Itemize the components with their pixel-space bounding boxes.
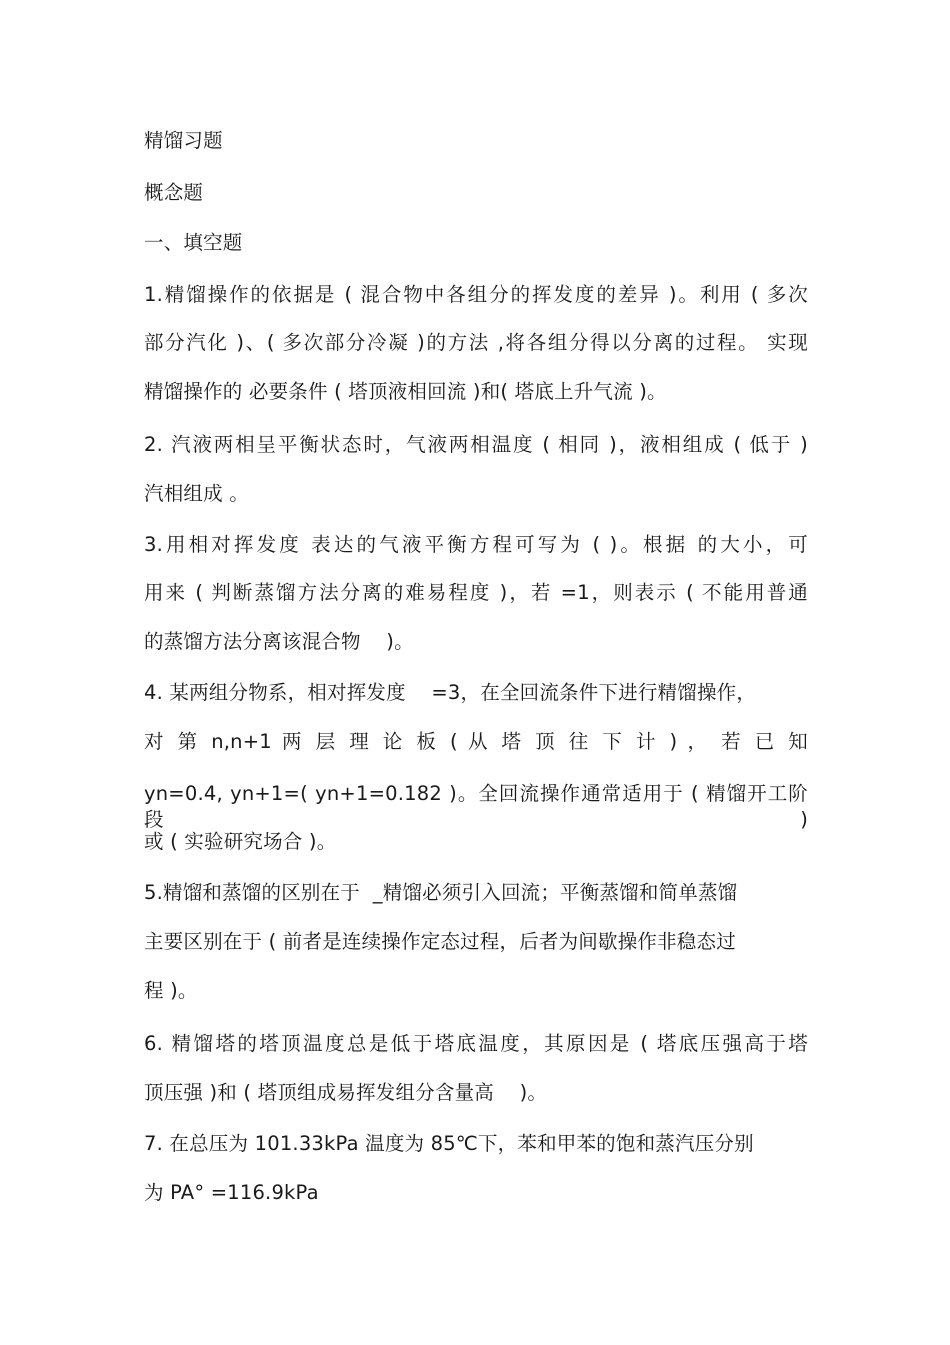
text-line: 或 ( 实验研究场合 )。 bbox=[144, 830, 337, 853]
text-line: 3.用相对挥发度 表达的气液平衡方程可写为 ( )。根据 的大小，可 bbox=[144, 533, 808, 556]
text-line: 的蒸馏方法分离该混合物 )。 bbox=[144, 630, 414, 653]
text-line: 对 第 n,n+1 两 层 理 论 板 ( 从 塔 顶 往 下 计 ) ， 若 已 知 bbox=[144, 730, 808, 753]
section-heading: 概念题 bbox=[144, 181, 204, 204]
text-line: 部分汽化 )、( 多次部分冷凝 )的方法 ,将各组分得以分离的过程。 实现 bbox=[144, 331, 808, 354]
text-line: 4. 某两组分物系，相对挥发度 =3，在全回流条件下进行精馏操作， bbox=[144, 681, 757, 704]
text-line: 2. 汽液两相呈平衡状态时，气液两相温度 ( 相同 )，液相组成 ( 低于 ) bbox=[144, 433, 808, 456]
subsection-heading: 一、填空题 bbox=[144, 231, 243, 254]
text-line: yn=0.4, yn+1=( yn+1=0.182 )。全回流操作通常适用于 ( 精馏开工阶段 ) bbox=[144, 782, 808, 831]
text-line: 7. 在总压为 101.33kPa 温度为 85℃下，苯和甲苯的饱和蒸汽压分别 bbox=[144, 1132, 754, 1155]
text-line: 6. 精馏塔的塔顶温度总是低于塔底温度，其原因是 ( 塔底压强高于塔 bbox=[144, 1032, 808, 1055]
text-line: 1.精馏操作的依据是 ( 混合物中各组分的挥发度的差异 )。利用 ( 多次 bbox=[144, 283, 808, 306]
text-line: 汽相组成 。 bbox=[144, 482, 249, 505]
text-line: 程 )。 bbox=[144, 979, 198, 1002]
text-line: 为 PA° =116.9kPa bbox=[144, 1181, 319, 1204]
text-line: 主要区别在于 ( 前者是连续操作定态过程，后者为间歇操作非稳态过 bbox=[144, 930, 736, 953]
text-line: 顶压强 )和 ( 塔顶组成易挥发组分含量高 )。 bbox=[144, 1081, 548, 1104]
text-line: 用来 ( 判断蒸馏方法分离的难易程度 )，若 =1，则表示 ( 不能用普通 bbox=[144, 581, 808, 604]
document-title: 精馏习题 bbox=[144, 129, 223, 152]
text-line: 5.精馏和蒸馏的区别在于 _精馏必须引入回流；平衡蒸馏和简单蒸馏 bbox=[144, 881, 738, 904]
text-line: 精馏操作的 必要条件 ( 塔顶液相回流 )和( 塔底上升气流 )。 bbox=[144, 380, 667, 403]
